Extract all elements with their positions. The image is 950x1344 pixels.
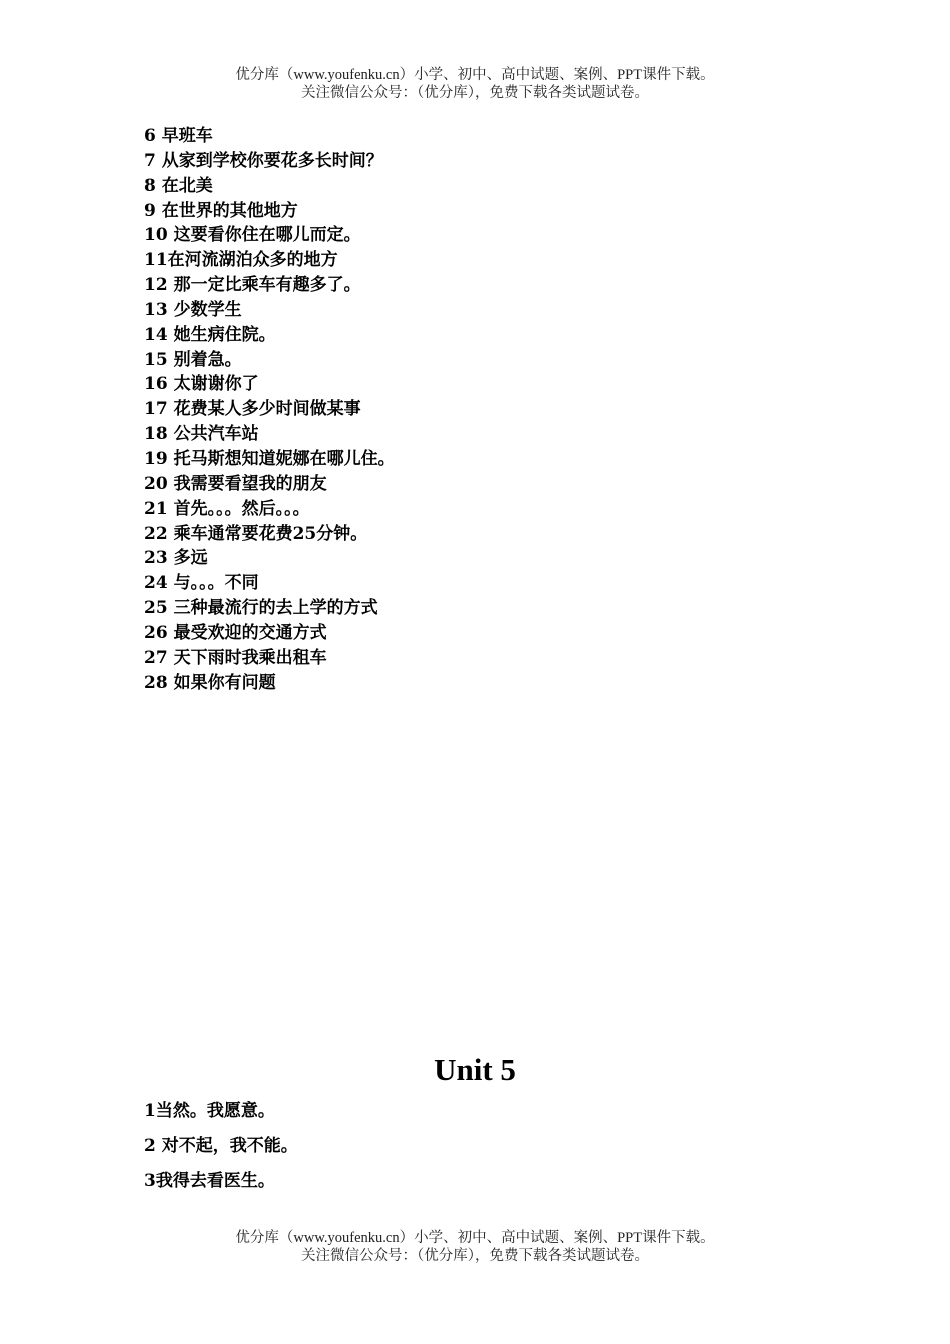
list-item: 13 少数学生 [144, 299, 242, 320]
list-item: 24 与。。。不同 [144, 573, 259, 594]
footer-line-2: 关注微信公众号：（优分库），免费下载各类试题试卷。 [301, 1248, 649, 1264]
unit-phrase-list [144, 1094, 298, 1199]
list-item: 28 如果你有问题 [144, 672, 276, 693]
list-item: 11在河流湖泊众多的地方 [144, 250, 338, 271]
unit-heading: Unit 5 [434, 1052, 516, 1087]
list-item: 25 三种最流行的去上学的方式 [144, 598, 378, 619]
list-item: 17 花费某人多少时间做某事 [144, 399, 361, 420]
list-item: 9 在世界的其他地方 [144, 200, 298, 221]
phrase-list [144, 124, 395, 695]
list-item: 3我得去看医生。 [144, 1171, 275, 1191]
footer-line-1: 优分库（www.youfenku.cn）小学、初中、高中试题、案例、PPT课件下载。 [235, 1230, 715, 1246]
list-item: 23 多远 [144, 548, 208, 569]
list-item: 15 别着急。 [144, 349, 242, 370]
list-item: 27 天下雨时我乘出租车 [144, 647, 327, 668]
page-footer [0, 1229, 950, 1265]
list-item: 21 首先。。。然后。。。 [144, 498, 310, 519]
list-item: 18 公共汽车站 [144, 424, 259, 445]
list-item: 14 她生病住院。 [144, 324, 276, 345]
page-header [0, 66, 950, 102]
list-item: 19 托马斯想知道妮娜在哪儿住。 [144, 448, 395, 469]
list-item: 12 那一定比乘车有趣多了。 [144, 275, 361, 296]
list-item: 20 我需要看望我的朋友 [144, 473, 327, 494]
list-item: 16 太谢谢你了 [144, 374, 259, 395]
list-item: 2 对不起，我不能。 [144, 1136, 298, 1156]
header-line-1: 优分库（www.youfenku.cn）小学、初中、高中试题、案例、PPT课件下载。 [235, 67, 715, 83]
header-line-2: 关注微信公众号：（优分库），免费下载各类试题试卷。 [301, 85, 649, 101]
list-item: 7 从家到学校你要花多长时间？ [144, 150, 383, 171]
list-item: 26 最受欢迎的交通方式 [144, 622, 327, 643]
list-item: 22 乘车通常要花费25分钟。 [144, 523, 368, 544]
list-item: 6 早班车 [144, 126, 213, 146]
list-item: 1当然。我愿意。 [144, 1101, 275, 1121]
list-item: 8 在北美 [144, 175, 213, 196]
list-item: 10 这要看你住在哪儿而定。 [144, 225, 361, 246]
